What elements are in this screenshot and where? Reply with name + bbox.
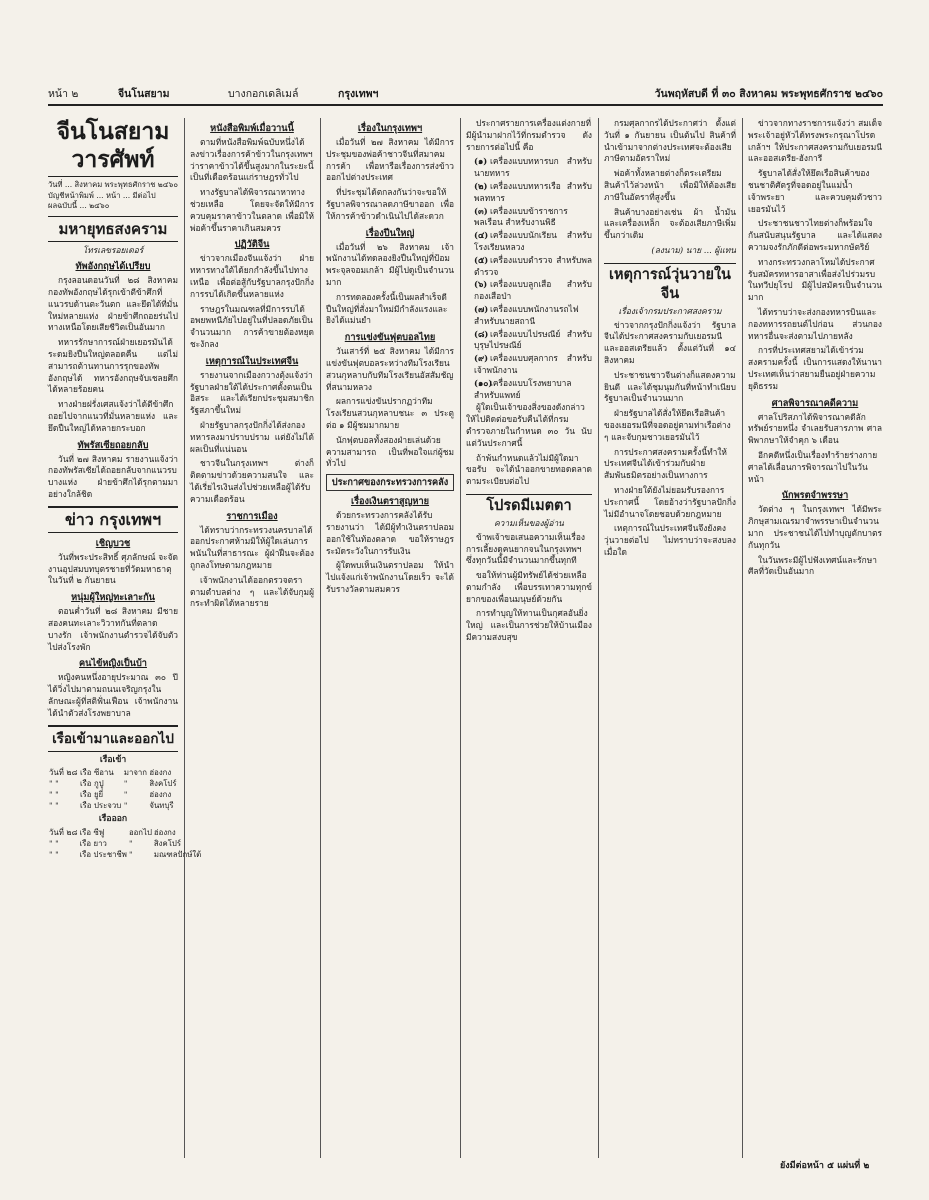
- article-heading: เรื่องปีนใหญ่: [365, 227, 415, 239]
- column-4: [466, 118, 592, 1168]
- table-cell: วันที่ ๒๘: [49, 768, 78, 778]
- article-paragraph: รายงานจากเมืองกวางตุ้งแจ้งว่า รัฐบาลฝ่ายใต้ได้ประกาศตั้งตนเป็นอิสระ และได้เรียกประชุมสมาชิกรัฐสภาขึ้นใหม่: [190, 369, 314, 416]
- article-headline: เหตุการณ์วุ่นวายในจีน: [604, 263, 736, 304]
- table-row: [48, 849, 202, 860]
- article-paragraph: วันที่ ๒๗ สิงหาคม รายงานแจ้งว่ากองทัพรัสเซียได้ถอยกลับจากแนวรบบางแห่ง ฝ่ายข้าศึกได้รุกตามมาอย่างใกล้ชิด: [48, 453, 178, 500]
- list-text: เครื่องแบบทหารเรือ สำหรับพลทหาร: [474, 180, 592, 203]
- table-cell: ": [123, 779, 128, 789]
- article-paragraph: ข้าพเจ้าขอเสนอความเห็นเรื่องการเลี้ยงดูคนยากจนในกรุงเทพฯ ซึ่งทุกวันนี้มีจำนวนมากขึ้นทุกที: [466, 531, 586, 566]
- list-text: เครื่องแบบลูกเสือ สำหรับกองเสือป่า: [474, 279, 592, 302]
- article-paragraph: ฝ่ายรัฐบาลกรุงปักกิ่งได้ส่งกองทหารลงมาปราบปราม แต่ยังไม่ได้ผลเป็นที่แน่นอน: [190, 419, 314, 454]
- article-heading: ศาลพิจารณาคดีความ: [771, 397, 859, 409]
- list-marker: (๑๐): [474, 377, 493, 388]
- list-marker: (๕): [474, 254, 489, 265]
- column-1: [48, 118, 202, 1168]
- list-marker: (๓): [474, 205, 488, 216]
- article-heading: เชิญบวช: [95, 537, 131, 549]
- article-heading: คนไข้หญิงเป็นบ้า: [79, 658, 147, 670]
- article-paragraph: รัฐบาลได้สั่งให้ยึดเรือสินค้าของชนชาติศัตรูที่จอดอยู่ในแม่น้ำเจ้าพระยา และควบคุมตัวชาวเยอรมันไว้: [748, 168, 882, 214]
- list-item: [466, 156, 592, 180]
- list-text: เครื่องแบบทหารบก สำหรับนายทหาร: [474, 156, 592, 179]
- column-rule: [460, 118, 461, 1158]
- article-paragraph: ทางฝ่ายใต้ยังไม่ยอมรับรองการประกาศนี้ โดยอ้างว่ารัฐบาลปักกิ่งไม่มีอำนาจโดยชอบด้วยกฎหมาย: [604, 484, 736, 519]
- article-paragraph: วันที่พระประสิทธิ์ ศุภลักษณ์ จะจัดงานอุปสมบทบุตรชายที่วัดมหาธาตุ ในวันที่ ๒ กันยายน: [48, 551, 178, 586]
- table-cell: เรือ ประชาชีพ: [79, 850, 127, 860]
- article-paragraph: เมื่อวันที่ ๒๗ สิงหาคม ได้มีการประชุมของพ่อค้าชาวจีนที่สมาคมการค้า เพื่อหารือเรื่องการส่งข้าวออกไปต่างประเทศ: [326, 137, 454, 183]
- war-section-source: โทรเลขรอยเตอร์: [82, 244, 144, 255]
- article-headline: โปรดมีเมตตา: [466, 494, 592, 516]
- table-cell: เรือ กูปู: [79, 779, 104, 789]
- article-paragraph: ตอนค่ำวันที่ ๒๘ สิงหาคม มีชายสองคนทะเลาะวิวาทกันที่ตลาดบางรัก เจ้าพนักงานตำรวจได้จับตัวไปส่งโรงพัก: [48, 606, 178, 652]
- article-paragraph: ชาวจีนในกรุงเทพฯ ต่างก็ติดตามข่าวด้วยความสนใจ และได้เรี่ยไรเงินส่งไปช่วยเหลือผู้ได้รับความเดือดร้อน: [190, 458, 314, 504]
- article-paragraph: ราษฎรในมณฑลที่มีการรบได้อพยพหนีภัยไปอยู่ในที่ปลอดภัยเป็นจำนวนมาก การค้าขายต้องหยุดชะงักลง: [190, 303, 314, 349]
- table-cell: เรือ ยาว: [79, 839, 107, 849]
- list-marker: (๘): [474, 328, 489, 339]
- place-name: กรุงเทพฯ: [338, 88, 379, 100]
- list-text: เครื่องแบบนักเรียน สำหรับโรงเรียนหลวง: [474, 230, 592, 252]
- article-paragraph: ฝ่ายรัฐบาลได้สั่งให้ยึดเรือสินค้าของเยอรมนีที่จอดอยู่ตามท่าเรือต่าง ๆ และจับกุมชาวเยอรมันไว้: [604, 408, 731, 442]
- article-paragraph: ที่ประชุมได้ตกลงกันว่าจะขอให้รัฐบาลพิจารณาลดภาษีขาออก เพื่อให้การค้าข้าวดำเนินไปได้สะดวก: [326, 187, 454, 221]
- article-paragraph: ข่าวจากกรุงปักกิ่งแจ้งว่า รัฐบาลจีนได้ประกาศสงครามกับเยอรมนีและออสเตรียแล้ว ตั้งแต่วันที่ ๑๔ สิงหาคม: [604, 319, 736, 365]
- page-number: หน้า ๒: [48, 88, 79, 100]
- article-paragraph: ผลการแข่งขันปรากฏว่าทีมโรงเรียนสวนกุหลาบชนะ ๓ ประตูต่อ ๑ มีผู้ชมมากมาย: [326, 396, 454, 430]
- table-cell: เรือ ซีฟู: [79, 828, 105, 838]
- article-heading: การแข่งขันฟุตบอลไทย: [344, 332, 436, 344]
- table-cell: สิงคโปร์: [149, 779, 177, 789]
- column-5: [604, 118, 736, 1168]
- table-cell: ฮ่องกง: [149, 790, 172, 800]
- article-heading: ราชการเมือง: [226, 510, 278, 522]
- article-subheading: เรื่องเจ้ากรมประกาศสงคราม: [618, 305, 722, 316]
- table-cell: ": [128, 839, 133, 849]
- list-marker: (๗): [474, 303, 489, 314]
- table-cell: เรือ ประจวบ: [79, 801, 122, 811]
- ships-out-table: [48, 827, 202, 860]
- list-item: [466, 230, 592, 254]
- notice-heading: ประกาศของกระทรวงการคลัง: [326, 474, 454, 491]
- list-text: เครื่องแบบโรงพยาบาล สำหรับแพทย์: [474, 377, 572, 400]
- article-paragraph: เหตุการณ์ในประเทศจีนจึงยังคงวุ่นวายต่อไป ไม่ทราบว่าจะสงบลงเมื่อใด: [604, 523, 736, 557]
- article-paragraph: ประกาศรายการเครื่องแต่งกายที่มีผู้นำมาฝากไว้ที่กรมตำรวจ ดังรายการต่อไปนี้ คือ: [466, 118, 592, 152]
- list-item: [466, 279, 592, 303]
- list-item: [466, 206, 592, 230]
- table-row: [48, 789, 178, 800]
- issue-meta: [48, 180, 178, 212]
- article-paragraph: เมื่อวันที่ ๒๖ สิงหาคม เจ้าพนักงานได้ทดลองยิงปืนใหญ่ที่ป้อมพระจุลจอมเกล้า มีผู้ไปดูเป็นจำนวนมาก: [326, 241, 454, 287]
- article-paragraph: ขอให้ท่านผู้มีทรัพย์ได้ช่วยเหลือตามกำลัง เพื่อบรรเทาความทุกข์ยากของเพื่อนมนุษย์ด้วยกัน: [466, 570, 592, 604]
- article-paragraph: ตามที่หนังสือพิมพ์ฉบับหนึ่งได้ลงข่าวเรื่องการค้าข้าวในกรุงเทพฯ ว่าราคาข้าวได้ขึ้นสูงมากในระยะนี้ เป็นที่เดือดร้อนแก่ราษฎรทั่วไป: [190, 137, 314, 183]
- article-heading: เรื่องเงินตราสูญหาย: [350, 496, 430, 508]
- table-cell: ": [123, 790, 128, 800]
- list-text: เครื่องแบบตำรวจ สำหรับพลตำรวจ: [474, 254, 592, 277]
- meta-line: วันที่ ... สิงหาคม พระพุทธศักราช ๒๔๖๐: [48, 180, 178, 189]
- list-marker: (๙): [474, 353, 489, 364]
- issue-date: วันพฤหัสบดี ที่ ๓๐ สิงหาคม พระพุทธศักราช ๒๔๖๐: [654, 88, 883, 100]
- table-cell: ": [123, 801, 128, 811]
- article-paragraph: ด้วยกระทรวงการคลังได้รับรายงานว่า ได้มีผู้ทำเงินตราปลอมออกใช้ในท้องตลาด ขอให้ราษฎรระมัดระวังในการรับเงิน: [326, 510, 454, 556]
- list-marker: (๒): [474, 180, 488, 191]
- column-rule: [742, 118, 743, 1158]
- list-item: [466, 378, 592, 402]
- article-heading: ทัพรัสเซียถอยกลับ: [77, 439, 149, 451]
- table-cell: วันที่ ๒๘: [49, 828, 78, 838]
- list-marker: (๔): [474, 230, 489, 241]
- list-item: [466, 329, 592, 353]
- list-text: เครื่องแบบข้าราชการพลเรือน สำหรับงานพิธี: [474, 205, 568, 228]
- article-heading: ปฏิวัติจีน: [234, 239, 270, 251]
- list-item: [466, 353, 592, 377]
- table-cell: " ": [49, 779, 59, 789]
- article-paragraph: การทำบุญให้ทานเป็นกุศลอันยิ่งใหญ่ และเป็นการช่วยให้บ้านเมืองมีความสงบสุข: [466, 608, 592, 643]
- masthead: จีนโนสยามวารศัพท์: [48, 118, 178, 177]
- article-paragraph: ประชาชนชาวไทยต่างก็พร้อมใจกันสนับสนุนรัฐบาล และได้แสดงความจงรักภักดีต่อพระมหากษัตริย์: [748, 218, 882, 252]
- list-marker: (๑): [474, 156, 488, 167]
- article-paragraph: ในวันพระมีผู้ไปฟังเทศน์และรักษาศีลที่วัดเป็นอันมาก: [748, 554, 877, 577]
- list-text: เครื่องแบบไปรษณีย์ สำหรับบุรุษไปรษณีย์: [474, 328, 592, 351]
- table-row: [48, 767, 178, 778]
- article-paragraph: กรมศุลกากรได้ประกาศว่า ตั้งแต่วันที่ ๑ กันยายน เป็นต้นไป สินค้าที่นำเข้ามาจากต่างประเทศจะต้องเสียภาษีตามอัตราใหม่: [604, 118, 736, 164]
- list-item: [466, 304, 592, 328]
- ships-in-table: [48, 767, 178, 811]
- table-row: [48, 800, 178, 811]
- publisher-name: บางกอกเดลิเมล์: [228, 88, 299, 100]
- article-heading: นักพรตจำพรรษา: [781, 490, 849, 502]
- war-section-title: มหายุทธสงคราม: [48, 216, 178, 242]
- article-paragraph: ประชาชนชาวจีนต่างก็แสดงความยินดี และได้ชุมนุมกันที่หน้าทำเนียบรัฐบาลเป็นจำนวนมาก: [604, 369, 736, 404]
- table-cell: ออกไป: [128, 828, 152, 838]
- article-paragraph: กรุงลอนดอนวันที่ ๒๘ สิงหาคม กองทัพอังกฤษได้รุกเข้าตีข้าศึกที่แนวรบด้านตะวันตก และยึดได้ที่มั่นใหม่หลายแห่ง ฝ่ายข้าศึกถอยร่นไปทางเหนือโดยเสียชีวิตเป็นอันมาก: [48, 275, 178, 333]
- article-paragraph: วัดต่าง ๆ ในกรุงเทพฯ ได้มีพระภิกษุสามเณรมาจำพรรษาเป็นจำนวนมาก ประชาชนได้ไปทำบุญตักบาตรกันทุกวัน: [748, 504, 882, 550]
- signature-line: (ลงนาม) นาย ... ผู้แทน: [651, 244, 736, 255]
- article-paragraph: ข่าวจากเมืองจีนแจ้งว่า ฝ่ายทหารทางใต้ได้ยกกำลังขึ้นไปทางเหนือ เพื่อต่อสู้กับรัฐบาลกรุงปักกิ่ง การรบได้เกิดขึ้นหลายแห่ง: [190, 253, 314, 299]
- table-cell: " ": [49, 790, 59, 800]
- bangkok-news-title: ข่าว กรุงเทพฯ: [48, 506, 178, 533]
- article-paragraph: ข่าวจากทางราชการแจ้งว่า สมเด็จพระเจ้าอยู่หัวได้ทรงพระกรุณาโปรดเกล้าฯ ให้ประกาศสงครามกับเยอรมนีและออสเตรีย-ฮังการี: [748, 118, 882, 164]
- table-cell: เรือ ซีอาน: [79, 768, 114, 778]
- article-paragraph: การทดลองครั้งนี้เป็นผลสำเร็จดี ปืนใหญ่ที่สั่งมาใหม่มีกำลังแรงและยิงได้แม่นยำ: [326, 291, 448, 326]
- table-cell: เรือ ยูยี่: [79, 790, 104, 800]
- article-paragraph: การที่ประเทศสยามได้เข้าร่วมสงครามครั้งนี้ เป็นการแสดงให้นานาประเทศเห็นว่าสยามยืนอยู่ฝ่ายความยุติธรรม: [748, 345, 882, 391]
- article-heading: หนุ่มผู้ใหญ่ทะเลาะกัน: [71, 592, 155, 604]
- table-row: [48, 827, 202, 838]
- paper-name: จีนโนสยาม: [118, 88, 170, 100]
- column-6: [748, 118, 882, 1168]
- article-paragraph: นักฟุตบอลทั้งสองฝ่ายเล่นด้วยความสามารถ เป็นที่พอใจแก่ผู้ชมทั่วไป: [326, 434, 454, 469]
- article-paragraph: เจ้าพนักงานได้ออกตรวจตราตามตำบลต่าง ๆ และได้จับกุมผู้กระทำผิดได้หลายราย: [190, 574, 314, 609]
- table-cell: มณฑลปักษ์ใต้: [153, 850, 202, 860]
- table-cell: " ": [49, 801, 59, 811]
- article-paragraph: ทางรัฐบาลได้พิจารณาหาทางช่วยเหลือ โดยจะจัดให้มีการควบคุมราคาข้าวในตลาด เพื่อมิให้พ่อค้าขึ้นราคาเกินสมควร: [190, 187, 314, 233]
- table-cell: " ": [49, 850, 59, 860]
- table-row: [48, 778, 178, 789]
- list-marker: (๖): [474, 279, 488, 290]
- article-paragraph: ทางฝ่ายฝรั่งเศสแจ้งว่าได้ตีข้าศึกถอยไปจากแนวที่มั่นหลายแห่ง และยึดปืนใหญ่ได้หลายกระบอก: [48, 399, 178, 433]
- article-heading: เรื่องในกรุงเทพฯ: [357, 123, 423, 134]
- ships-out-heading: เรือออก: [98, 814, 128, 825]
- column-rule: [320, 118, 321, 1158]
- article-paragraph: ทางกระทรวงกลาโหมได้ประกาศรับสมัครทหารอาสาเพื่อส่งไปร่วมรบในทวีปยุโรป มีผู้ไปสมัครเป็นจำนวนมาก: [748, 256, 882, 303]
- table-cell: " ": [49, 839, 59, 849]
- article-paragraph: ผู้ใดพบเห็นเงินตราปลอม ให้นำไปแจ้งแก่เจ้าพนักงานโดยเร็ว จะได้รับรางวัลตามสมควร: [326, 560, 454, 594]
- article-paragraph: วันเสาร์ที่ ๒๕ สิงหาคม ได้มีการแข่งขันฟุตบอลระหว่างทีมโรงเรียนสวนกุหลาบกับทีมโรงเรียนอัสสัมชัญที่สนามหลวง: [326, 346, 454, 392]
- article-heading: เหตุการณ์ในประเทศจีน: [205, 355, 299, 367]
- meta-line: ผลฉบับนี้ ... ๒๔๖๐: [48, 201, 110, 210]
- table-cell: มาจาก: [123, 768, 148, 778]
- article-paragraph: ได้ทราบว่ากระทรวงนครบาลได้ออกประกาศห้ามมิให้ผู้ใดเล่นการพนันในที่สาธารณะ ผู้ฝ่าฝืนจะต้องถูกลงโทษตามกฎหมาย: [190, 524, 314, 570]
- list-item: [466, 181, 592, 205]
- meta-line: บัญชีหน้าพิมพ์ ... หน้า ... มีต่อไป: [48, 190, 156, 200]
- column-3: [326, 118, 454, 1168]
- article-paragraph: ผู้ใดเป็นเจ้าของสิ่งของดังกล่าว ให้ไปติดต่อขอรับคืนได้ที่กรมตำรวจภายในกำหนด ๓๐ วัน นับแต่วันประกาศนี้: [466, 402, 592, 448]
- article-heading: หนังสือพิมพ์เมื่อวานนี้: [210, 123, 294, 134]
- article-paragraph: พ่อค้าทั้งหลายต่างก็ตระเตรียมสินค้าไว้ล่วงหน้า เพื่อมิให้ต้องเสียภาษีในอัตราที่สูงขึ้น: [604, 168, 736, 202]
- table-cell: ": [128, 850, 133, 860]
- article-paragraph: ได้ทราบว่าจะส่งกองทหารบินและกองทหารรถยนต์ไปก่อน ส่วนกองทหารอื่นจะส่งตามไปภายหลัง: [748, 306, 882, 341]
- article-paragraph: สินค้าบางอย่างเช่น ผ้า น้ำมัน และเครื่องเหล็ก จะต้องเสียภาษีเพิ่มขึ้นกว่าเดิม: [604, 206, 736, 241]
- ships-in-heading: เรือเข้า: [99, 754, 127, 765]
- article-heading: ทัพอังกฤษได้เปรียบ: [75, 261, 151, 273]
- list-text: เครื่องแบบศุลกากร สำหรับเจ้าพนักงาน: [474, 353, 592, 375]
- column-rule: [184, 118, 185, 1158]
- article-paragraph: อีกคดีหนึ่งเป็นเรื่องทำร้ายร่างกาย ศาลได้เลื่อนการพิจารณาไปในวันหน้า: [748, 449, 878, 484]
- continued-note: ยังมีต่อหน้า ๕ แผ่นที่ ๒: [780, 1161, 870, 1171]
- column-rule: [598, 118, 599, 1158]
- article-paragraph: ทหารรักษาการณ์ฝ่ายเยอรมันได้ระดมยิงปืนใหญ่ตลอดคืน แต่ไม่สามารถต้านทานการรุกของทัพอังกฤษได้ ทหารอังกฤษจับเชลยศึกได้หลายร้อยคน: [48, 337, 178, 395]
- list-item: [466, 255, 592, 279]
- table-cell: ฮ่องกง: [153, 828, 176, 838]
- table-cell: ฮ่องกง: [149, 768, 172, 778]
- column-2: [190, 118, 314, 1168]
- list-text: เครื่องแบบพนักงานรถไฟ สำหรับนายสถานี: [474, 303, 579, 326]
- table-row: [48, 838, 202, 849]
- shipping-title: เรือเข้ามาและออกไป: [48, 725, 178, 752]
- article-subheading: ความเห็นของผู้อ่าน: [494, 517, 564, 528]
- article-paragraph: ถ้าพ้นกำหนดแล้วไม่มีผู้ใดมาขอรับ จะได้นำออกขายทอดตลาดตามระเบียบต่อไป: [466, 452, 592, 487]
- article-paragraph: หญิงคนหนึ่งอายุประมาณ ๓๐ ปี ได้วิ่งไปมาตามถนนเจริญกรุงในลักษณะผู้ที่สติฟั่นเฟือน เจ้าพนักงานได้นำตัวส่งโรงพยาบาล: [48, 672, 178, 718]
- article-paragraph: ศาลโปริสภาได้พิจารณาคดีลักทรัพย์รายหนึ่ง จำเลยรับสารภาพ ศาลพิพากษาให้จำคุก ๖ เดือน: [748, 411, 882, 446]
- table-cell: สิงคโปร์: [153, 839, 182, 849]
- running-header: [48, 86, 883, 106]
- article-paragraph: การประกาศสงครามครั้งนี้ทำให้ประเทศจีนได้เข้าร่วมกับฝ่ายสัมพันธมิตรอย่างเป็นทางการ: [604, 446, 727, 481]
- table-cell: จันทบุรี: [149, 801, 174, 811]
